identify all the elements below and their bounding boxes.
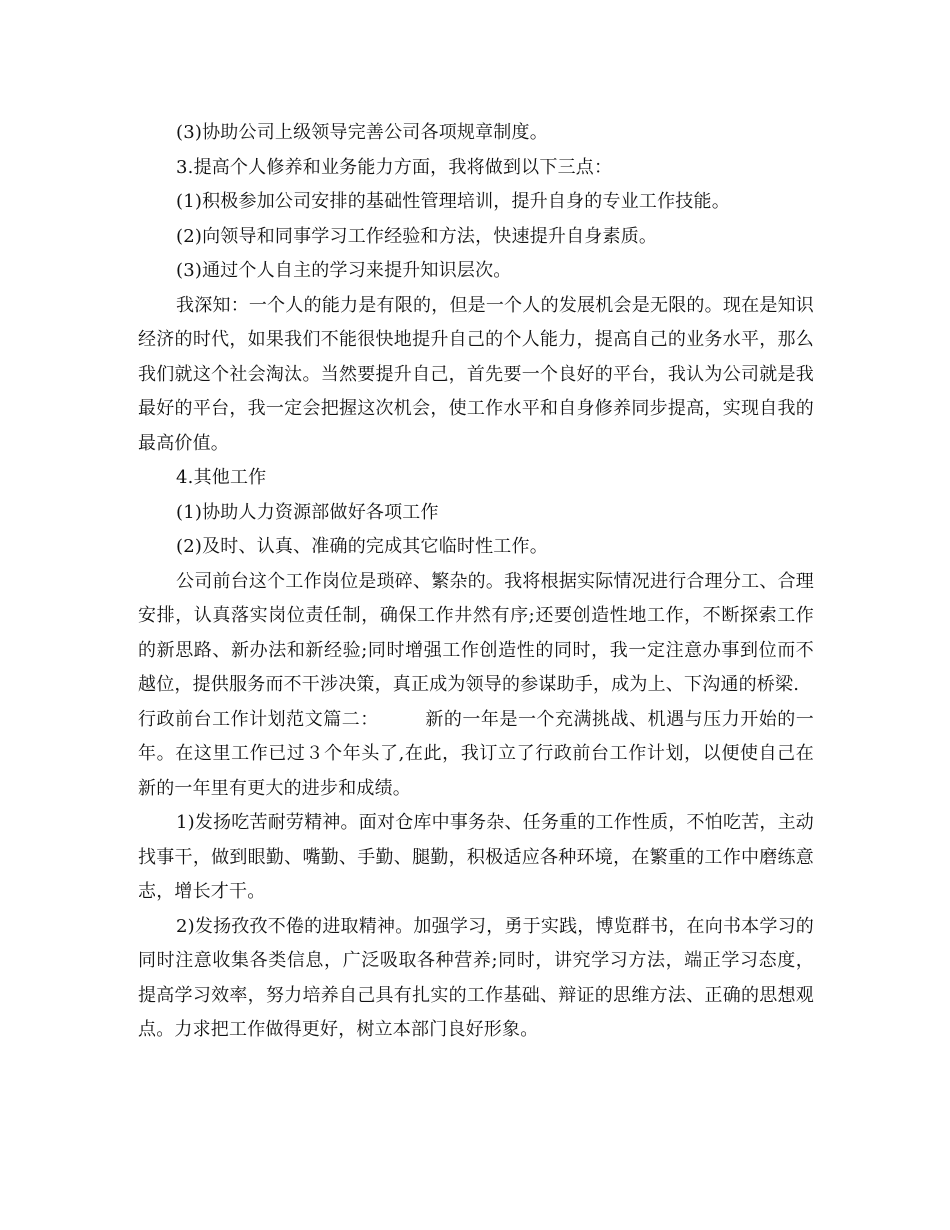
paragraph-3: (1)积极参加公司安排的基础性管理培训，提升自身的专业工作技能。	[176, 191, 730, 212]
paragraph-1: (3)协助公司上级领导完善公司各项规章制度。	[176, 122, 548, 143]
paragraph-8: (1)协助人力资源部做好各项工作	[176, 501, 439, 523]
paragraph-5: (3)通过个人自主的学习来提升知识层次。	[176, 260, 512, 281]
paragraph-10: 公司前台这个工作岗位是琐碎、繁杂的。我将根据实际情况进行合理分工、合理安排，认真落实岗位责任制，确保工作井然有序;还要创造性地工作，不断探索工作的新思路、新办法和新经验;同时增强工作创造性的同时，我一定注意办事到位而不越位，提供服务而不干涉决策，真正成为领导的参谋助手，成为上、下沟通的桥梁.	[138, 570, 814, 695]
paragraph-12: 1)发扬吃苦耐劳精神。面对仓库中事务杂、任务重的工作性质，不怕吃苦，主动找事干，做到眼勤、嘴勤、手勤、腿勤，积极适应各种环境，在繁重的工作中磨练意志，增长才干。	[138, 812, 814, 902]
document-page	[138, 116, 814, 1048]
paragraph-6: 我深知：一个人的能力是有限的，但是一个人的发展机会是无限的。现在是知识经济的时代，如果我们不能很快地提升自己的个人能力，提高自己的业务水平，那么我们就这个社会淘汰。当然要提升自己，首先要一个良好的平台，我认为公司就是我最好的平台，我一定会把握这次机会，使工作水平和自身修养同步提高，实现自我的最高价值。	[138, 294, 814, 454]
paragraph-4: (2)向领导和同事学习工作经验和方法，快速提升自身素质。	[176, 225, 658, 247]
paragraph-13: 2)发扬孜孜不倦的进取精神。加强学习，勇于实践，博览群书，在向书本学习的同时注意收集各类信息，广泛吸取各种营养;同时，讲究学习方法，端正学习态度，提高学习效率，努力培养自己具有扎实的工作基础、辩证的思维方法、正确的思想观点。力求把工作做得更好，树立本部门良好形象。	[138, 915, 814, 1040]
paragraph-2: 3.提高个人修养和业务能力方面，我将做到以下三点：	[176, 156, 613, 178]
paragraph-9: (2)及时、认真、准确的完成其它临时性工作。	[176, 536, 548, 557]
paragraph-7: 4.其他工作	[176, 467, 267, 488]
paragraph-11: 行政前台工作计划范文篇二： 新的一年是一个充满挑战、机遇与压力开始的一年。在这里工作已过３个年头了,在此，我订立了行政前台工作计划，以便使自己在新的一年里有更大的进步和成绩。	[138, 708, 814, 799]
